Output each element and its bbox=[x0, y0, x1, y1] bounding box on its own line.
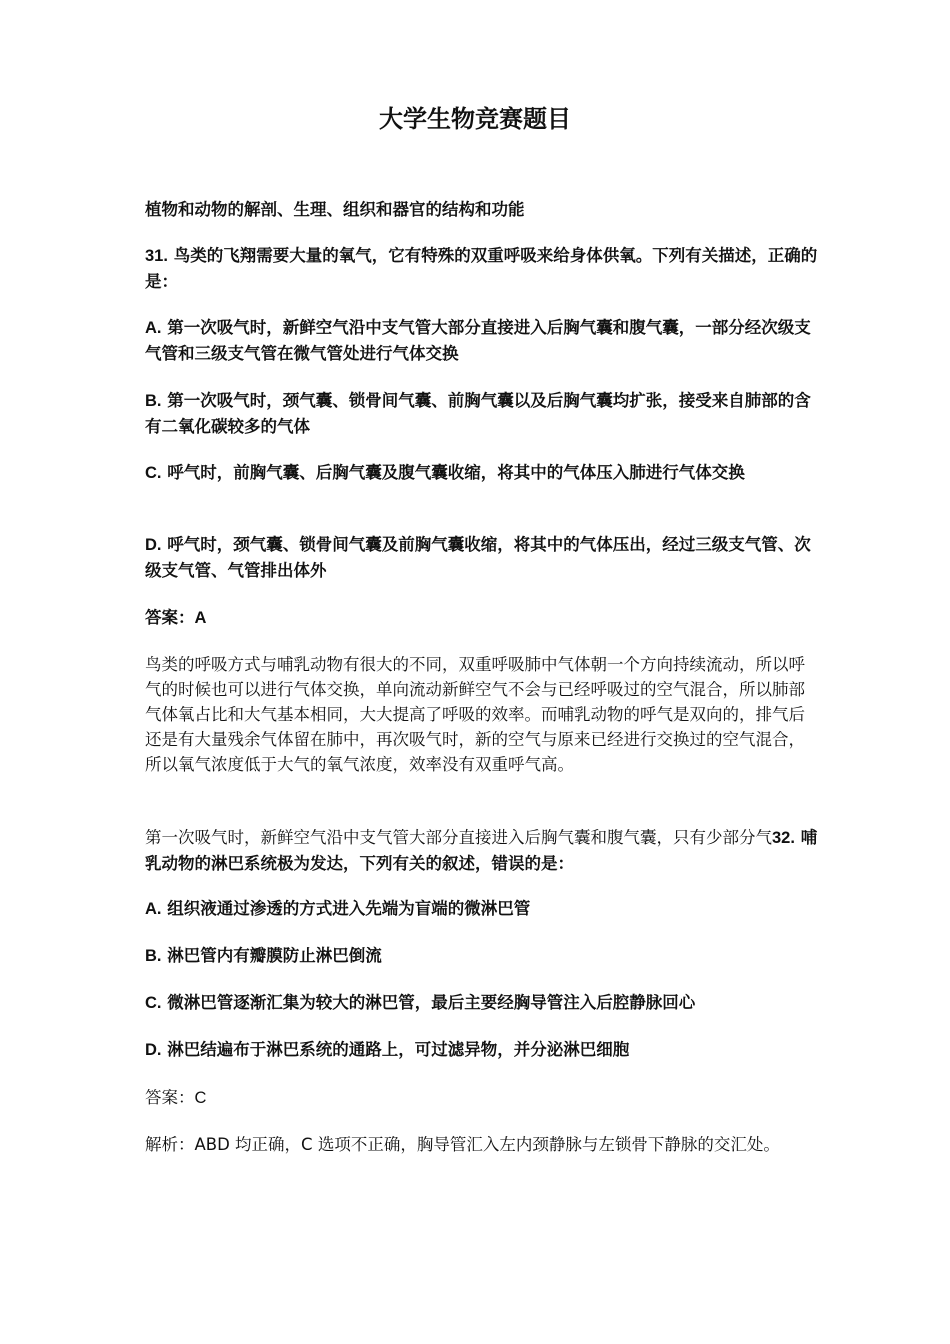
question-32-answer: 答案：C bbox=[145, 1088, 207, 1107]
question-32-text: 哺乳动物的淋巴系统极为发达，下列有关的叙述，错误的是： bbox=[145, 828, 818, 873]
question-31-option-a: A. 第一次吸气时，新鲜空气沿中支气管大部分直接进入后胸气囊和腹气囊，一部分经次级支气管和三级支气管在微气管处进行气体交换 bbox=[145, 318, 811, 363]
question-32-number: 32. bbox=[772, 829, 795, 847]
question-32-option-b: B. 淋巴管内有瓣膜防止淋巴倒流 bbox=[145, 946, 382, 965]
question-32-explanation: 解析：ABD 均正确，C 选项不正确，胸导管汇入左内颈静脉与左锁骨下静脉的交汇处。 bbox=[145, 1135, 780, 1154]
question-32-option-a: A. 组织液通过渗透的方式进入先端为盲端的微淋巴管 bbox=[145, 899, 531, 918]
question-31-option-c: C. 呼气时，前胸气囊、后胸气囊及腹气囊收缩，将其中的气体压入肺进行气体交换 bbox=[145, 463, 745, 482]
question-31-number: 31. bbox=[145, 247, 168, 265]
question-31-text: 鸟类的飞翔需要大量的氧气，它有特殊的双重呼吸来给身体供氧。下列有关描述，正确的是： bbox=[145, 246, 818, 291]
document-title: 大学生物竞赛题目 bbox=[379, 105, 571, 133]
question-31-explanation: 鸟类的呼吸方式与哺乳动物有很大的不同，双重呼吸肺中气体朝一个方向持续流动，所以呼气的时候也可以进行气体交换，单向流动新鲜空气不会与已经呼吸过的空气混合，所以肺部气体氧占比和大气基本相同，大大提高了呼吸的效率。而哺乳动物的呼气是双向的，排气后还是有大量残余气体留在肺中，再次吸气时，新的空气与原来已经进行交换过的空气混合，所以氧气浓度低于大气的氧气浓度，效率没有双重呼气高。 bbox=[145, 655, 805, 774]
question-32-option-d: D. 淋巴结遍布于淋巴系统的通路上，可过滤异物，并分泌淋巴细胞 bbox=[145, 1040, 630, 1059]
question-31-stem bbox=[145, 243, 825, 294]
question-31-option-b: B. 第一次吸气时，颈气囊、锁骨间气囊、前胸气囊以及后胸气囊均扩张，接受来自肺部的含有二氧化碳较多的气体 bbox=[145, 391, 811, 436]
section-heading: 植物和动物的解剖、生理、组织和器官的结构和功能 bbox=[145, 200, 525, 219]
question-31-trailing-and-question-32 bbox=[145, 825, 825, 876]
question-31-answer: 答案：A bbox=[145, 608, 207, 627]
question-32-option-c: C. 微淋巴管逐渐汇集为较大的淋巴管，最后主要经胸导管注入后腔静脉回心 bbox=[145, 993, 696, 1012]
question-31-option-d: D. 呼气时，颈气囊、锁骨间气囊及前胸气囊收缩，将其中的气体压出，经过三级支气管、次级支气管、气管排出体外 bbox=[145, 535, 811, 580]
question-31-trailing-text: 第一次吸气时，新鲜空气沿中支气管大部分直接进入后胸气囊和腹气囊，只有少部分气 bbox=[145, 828, 772, 847]
